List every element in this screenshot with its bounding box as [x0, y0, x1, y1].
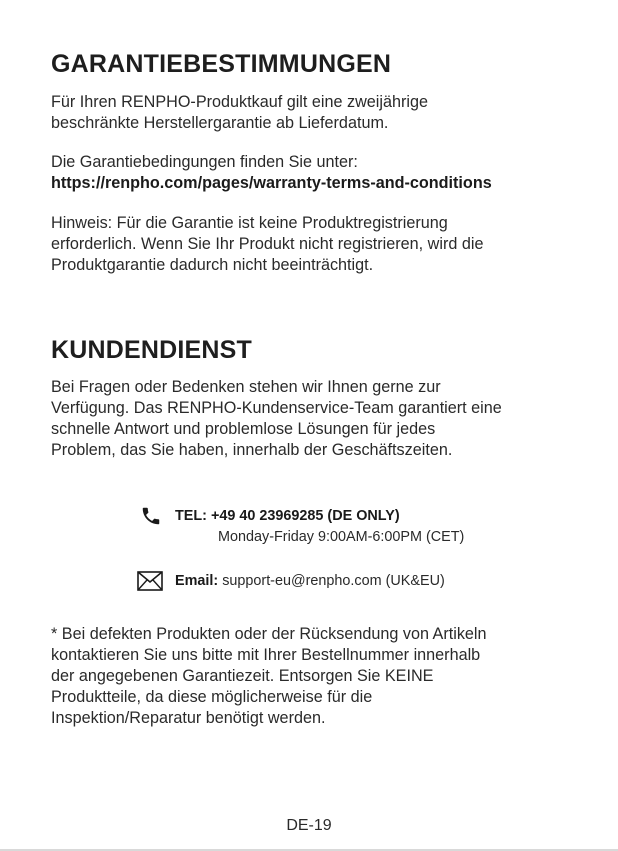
- defect-note-line: der angegebenen Garantiezeit. Entsorgen Sie KEINE: [51, 667, 434, 685]
- warranty-terms-link[interactable]: https://renpho.com/pages/warranty-terms-and-conditions: [51, 174, 492, 192]
- service-body-line: Verfügung. Das RENPHO-Kundenservice-Team garantiert eine: [51, 399, 502, 417]
- warranty-intro-line: Für Ihren RENPHO-Produktkauf gilt eine zweijährige: [51, 93, 428, 111]
- warranty-note: [51, 213, 571, 276]
- service-body-line: Bei Fragen oder Bedenken stehen wir Ihnen gerne zur: [51, 378, 441, 396]
- warranty-heading: GARANTIEBESTIMMUNGEN: [51, 50, 392, 78]
- defect-note-line: * Bei defekten Produkten oder der Rücksendung von Artikeln: [51, 625, 487, 643]
- defect-note-line: Produktteile, da diese möglicherweise für die: [51, 688, 373, 706]
- email-address[interactable]: support-eu@renpho.com (UK&EU): [222, 573, 445, 589]
- envelope-icon: [137, 571, 163, 596]
- warranty-note-line: Produktgarantie dadurch nicht beeinträchtigt.: [51, 256, 374, 274]
- phone-number: [175, 508, 400, 524]
- defect-note-line: kontaktieren Sie uns bitte mit Ihrer Bestellnummer innerhalb: [51, 646, 481, 664]
- service-body-line: Problem, das Sie haben, innerhalb der Geschäftszeiten.: [51, 441, 453, 459]
- warranty-intro-line: beschränkte Herstellergarantie ab Lieferdatum.: [51, 114, 389, 132]
- phone-text: TEL: +49 40 23969285 (DE ONLY): [175, 508, 400, 524]
- email-row: [175, 573, 445, 589]
- warranty-terms: [51, 152, 571, 194]
- page-number: DE-19: [286, 817, 332, 834]
- phone-hours: Monday-Friday 9:00AM-6:00PM (CET): [218, 529, 465, 545]
- warranty-note-line: Hinweis: Für die Garantie ist keine Produktregistrierung: [51, 214, 448, 232]
- phone-icon: [140, 505, 162, 532]
- defect-note-line: Inspektion/Reparatur benötigt werden.: [51, 709, 326, 727]
- warranty-terms-label: Die Garantiebedingungen finden Sie unter:: [51, 153, 358, 171]
- warranty-intro: [51, 92, 571, 134]
- service-heading: KUNDENDIENST: [51, 336, 253, 364]
- defect-note: [51, 624, 571, 729]
- service-body: [51, 377, 571, 461]
- service-body-line: schnelle Antwort und problemlose Lösungen für jedes: [51, 420, 436, 438]
- warranty-note-line: erforderlich. Wenn Sie Ihr Produkt nicht registrieren, wird die: [51, 235, 484, 253]
- email-label: Email:: [175, 573, 219, 589]
